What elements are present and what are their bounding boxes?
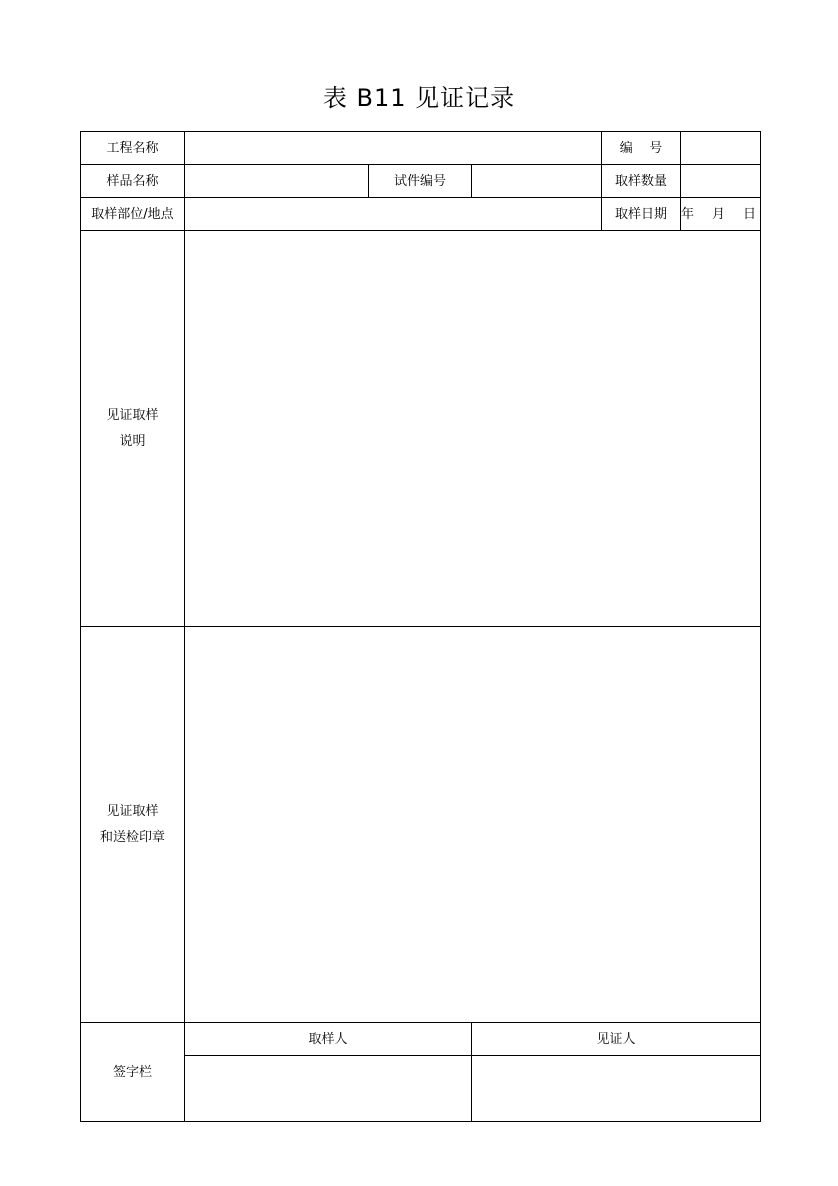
witness-note-label bbox=[81, 231, 185, 627]
sampling-date-field[interactable] bbox=[681, 198, 761, 231]
sample-name-label: 样品名称 bbox=[81, 165, 185, 198]
specimen-number-label: 试件编号 bbox=[369, 165, 472, 198]
project-name-field[interactable] bbox=[185, 132, 602, 165]
row-witness-note bbox=[81, 231, 761, 627]
date-month: 月 bbox=[712, 206, 726, 222]
witness-note-label-line1: 见证取样 bbox=[106, 407, 159, 423]
date-year: 年 bbox=[681, 206, 695, 222]
specimen-number-field[interactable] bbox=[472, 165, 602, 198]
sampling-location-field[interactable] bbox=[185, 198, 602, 231]
number-label bbox=[602, 132, 681, 165]
sampler-label: 取样人 bbox=[185, 1023, 472, 1056]
sampling-date-label: 取样日期 bbox=[602, 198, 681, 231]
project-name-label: 工程名称 bbox=[81, 132, 185, 165]
sample-quantity-label: 取样数量 bbox=[602, 165, 681, 198]
witness-label: 见证人 bbox=[472, 1023, 761, 1056]
row-seal bbox=[81, 627, 761, 1023]
date-day: 日 bbox=[743, 206, 757, 222]
witness-note-field[interactable] bbox=[185, 231, 761, 627]
seal-label-line2: 和送检印章 bbox=[99, 829, 165, 845]
row-sampling-location bbox=[81, 198, 761, 231]
number-label-text: 编 号 bbox=[619, 140, 663, 156]
witness-record-form bbox=[80, 131, 761, 1122]
seal-label bbox=[81, 627, 185, 1023]
page-title: 表 B11 见证记录 bbox=[322, 84, 516, 112]
witness-signature-field[interactable] bbox=[472, 1056, 761, 1122]
signature-label: 签字栏 bbox=[81, 1023, 185, 1122]
sampling-location-label: 取样部位/地点 bbox=[81, 198, 185, 231]
row-project-name bbox=[81, 132, 761, 165]
seal-label-line1: 见证取样 bbox=[106, 803, 159, 819]
sample-name-field[interactable] bbox=[185, 165, 369, 198]
sampler-signature-field[interactable] bbox=[185, 1056, 472, 1122]
row-sample-name bbox=[81, 165, 761, 198]
seal-field[interactable] bbox=[185, 627, 761, 1023]
sample-quantity-field[interactable] bbox=[681, 165, 761, 198]
witness-note-label-line2: 说明 bbox=[119, 433, 146, 449]
row-signature-header bbox=[81, 1023, 761, 1056]
number-field[interactable] bbox=[681, 132, 761, 165]
